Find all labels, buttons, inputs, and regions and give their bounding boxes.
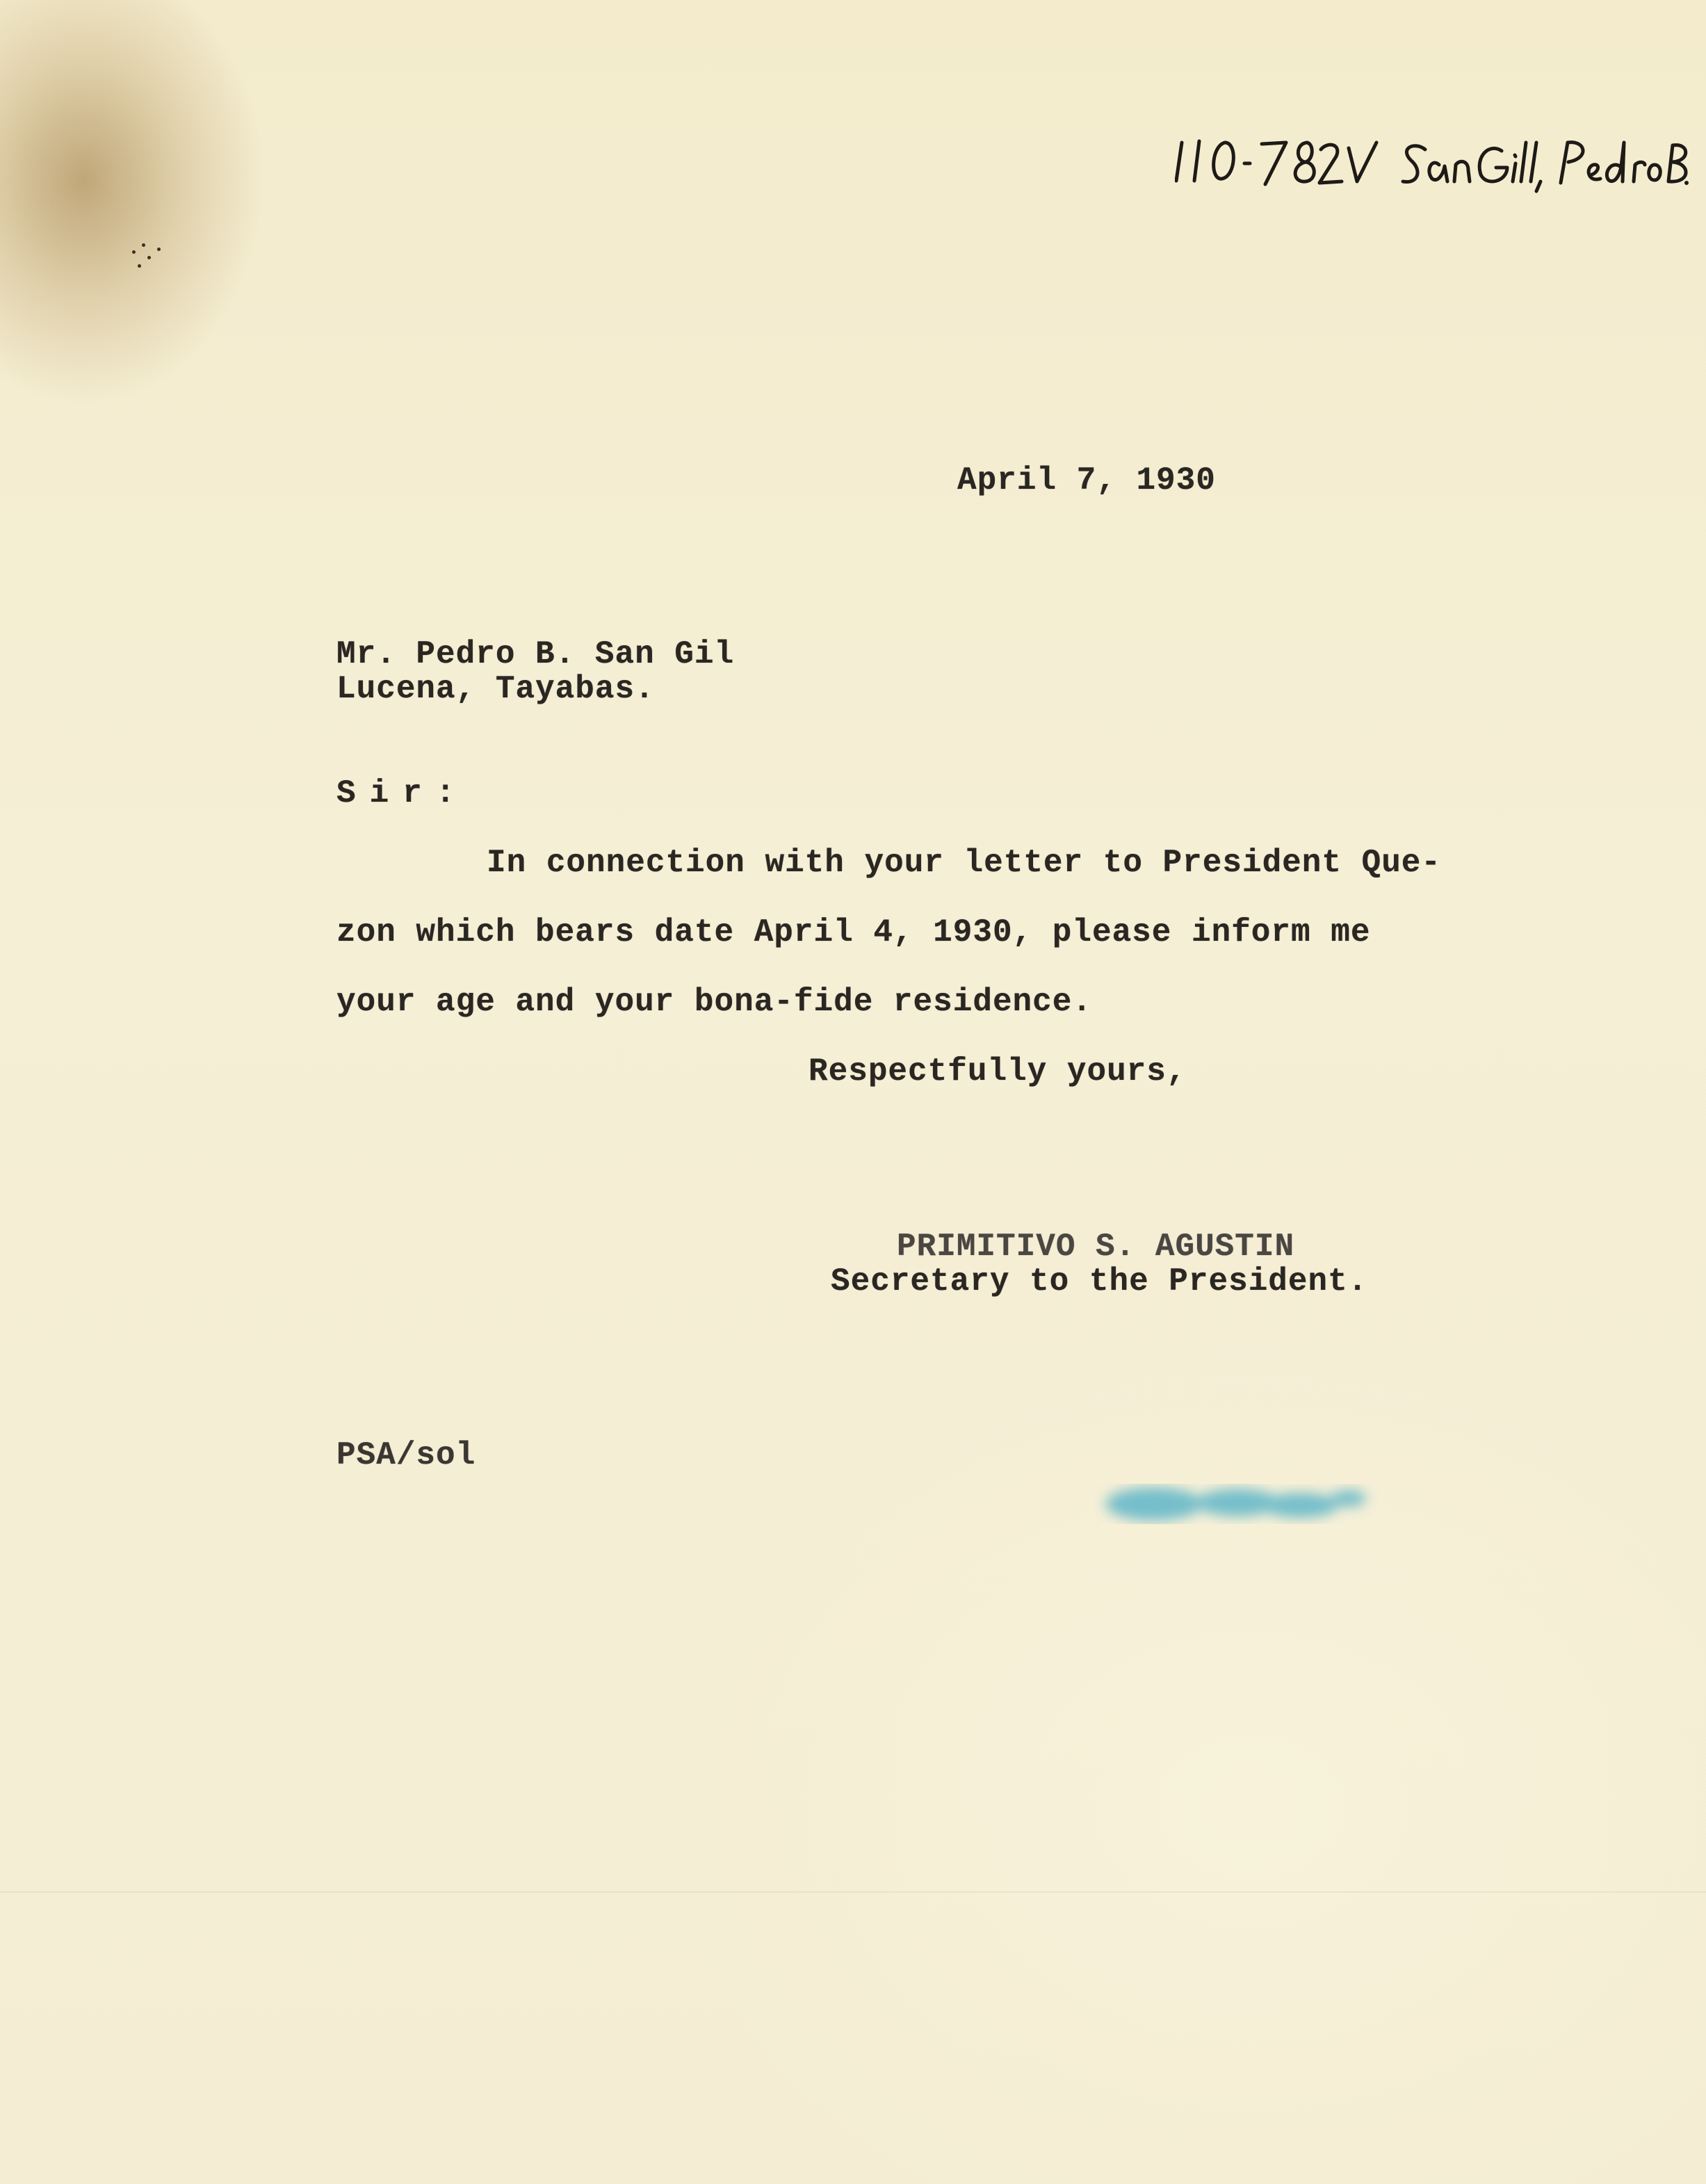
body-line: your age and your bona-fide residence. (336, 984, 1092, 1020)
addressee-name: Mr. Pedro B. San Gil (336, 636, 735, 672)
body-line: In connection with your letter to President Que- (487, 845, 1442, 881)
signer-name: PRIMITIVO S. AGUSTIN (897, 1229, 1295, 1265)
salutation: Sir: (336, 775, 469, 811)
complimentary-closing: Respectfully yours, (809, 1053, 1187, 1090)
addressee-place: Lucena, Tayabas. (336, 671, 655, 707)
paper-fold (0, 1891, 1706, 1893)
handwritten-file-note (1175, 115, 1689, 205)
blue-ink-smudge (1091, 1471, 1383, 1533)
letter-date: April 7, 1930 (957, 462, 1216, 499)
stain-dots (132, 243, 174, 285)
signer-title: Secretary to the President. (831, 1263, 1368, 1300)
body-line: zon which bears date April 4, 1930, please inform me (336, 914, 1371, 951)
reference-initials: PSA/sol (336, 1437, 476, 1473)
